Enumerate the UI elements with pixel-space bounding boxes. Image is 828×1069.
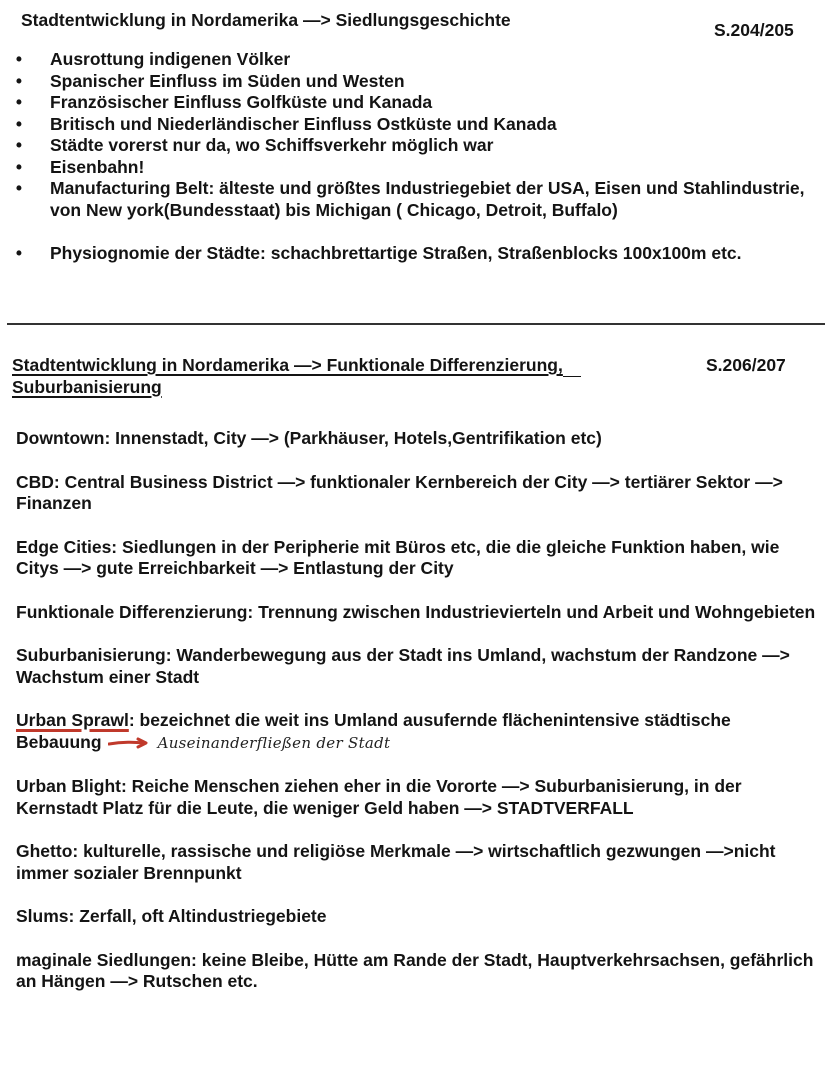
definition-urban-blight: Urban Blight: Reiche Menschen ziehen eher in die Vororte —> Suburbanisierung, in der Kernstadt Platz für die Leute, die weniger Geld haben —> STADTVERFALL [16,776,742,818]
definition-downtown: Downtown: Innenstadt, City —> (Parkhäuser, Hotels,Gentrifikation etc) [16,428,602,448]
definition-edge-cities: Edge Cities: Siedlungen in der Peripherie mit Büros etc, die die gleiche Funktion haben, wie Citys —> gute Erreichbarkeit —> Entlastung der City [16,536,780,578]
urban-sprawl-term: Urban Sprawl [16,710,129,730]
list-item: • Manufacturing Belt: älteste und größtes Industriegebiet der USA, Eisen und Stahlindustrie, von New york(Bundesstaat) bis Michigan ( Chicago, Detroit, Buffalo) [15,178,805,220]
definition-slums: Slums: Zerfall, oft Altindustriegebiete [16,906,327,926]
definition-cbd: CBD: Central Business District —> funktionaler Kernbereich der City —> tertiärer Sektor —> Finanzen [16,471,783,513]
section-divider [7,323,825,325]
section1-title: Stadtentwicklung in Nordamerika —> Siedlungsgeschichte [21,10,511,30]
bullet-icon: • [15,135,23,155]
section1-page-ref: S.204/205 [714,20,794,40]
list-item: • Französischer Einfluss Golfküste und Kanada [15,92,433,112]
definition-ghetto: Ghetto: kulturelle, rassische und religiöse Merkmale —> wirtschaftlich gezwungen —>nicht immer sozialer Brennpunkt [16,841,776,883]
list-item: • Eisenbahn! [15,156,145,177]
list-item: • Städte vorerst nur da, wo Schiffsverkehr möglich war [15,135,494,155]
bullet-icon: • [15,243,23,263]
list-item: • Britisch und Niederländischer Einfluss Ostküste und Kanada [15,113,557,134]
definition-suburbanisierung: Suburbanisierung: Wanderbewegung aus der Stadt ins Umland, wachstum der Randzone —> Wachstum einer Stadt [16,645,790,687]
definitions-list [16,428,816,1015]
bullet-icon: • [15,70,23,91]
bullet-icon: • [15,49,23,69]
section1-bullet-list [14,49,819,265]
list-item: • Physiognomie der Städte: schachbrettartige Straßen, Straßenblocks 100x100m etc. [15,243,742,263]
definition-urban-sprawl [16,710,816,754]
list-item: • Ausrottung indigenen Völker [15,49,291,69]
section2-page-ref: S.206/207 [706,355,786,375]
section2-title [12,355,632,398]
definition-funktionale-differenzierung: Funktionale Differenzierung: Trennung zwischen Industrievierteln und Arbeit und Wohngebieten [16,601,816,622]
section2-title-line1: Stadtentwicklung in Nordamerika —> Funktionale Differenzierung, [12,355,563,375]
definition-marginale-siedlungen: maginale Siedlungen: keine Bleibe, Hütte am Rande der Stadt, Hauptverkehrsachsen, gefährlich an Hängen —> Rutschen etc. [16,949,814,991]
urban-sprawl-text: : bezeichnet die weit ins Umland ausufernde flächenintensive städtische Bebauung [16,710,731,752]
bullet-icon: • [15,92,23,112]
red-arrow-icon [108,736,150,750]
section2-title-line2: Suburbanisierung [12,376,162,397]
bullet-icon: • [15,156,23,177]
handwritten-note: Auseinanderfließen der Stadt [157,733,391,752]
bullet-icon: • [15,178,23,198]
bullet-icon: • [15,113,23,134]
list-item: • Spanischer Einfluss im Süden und Westen [15,70,405,91]
